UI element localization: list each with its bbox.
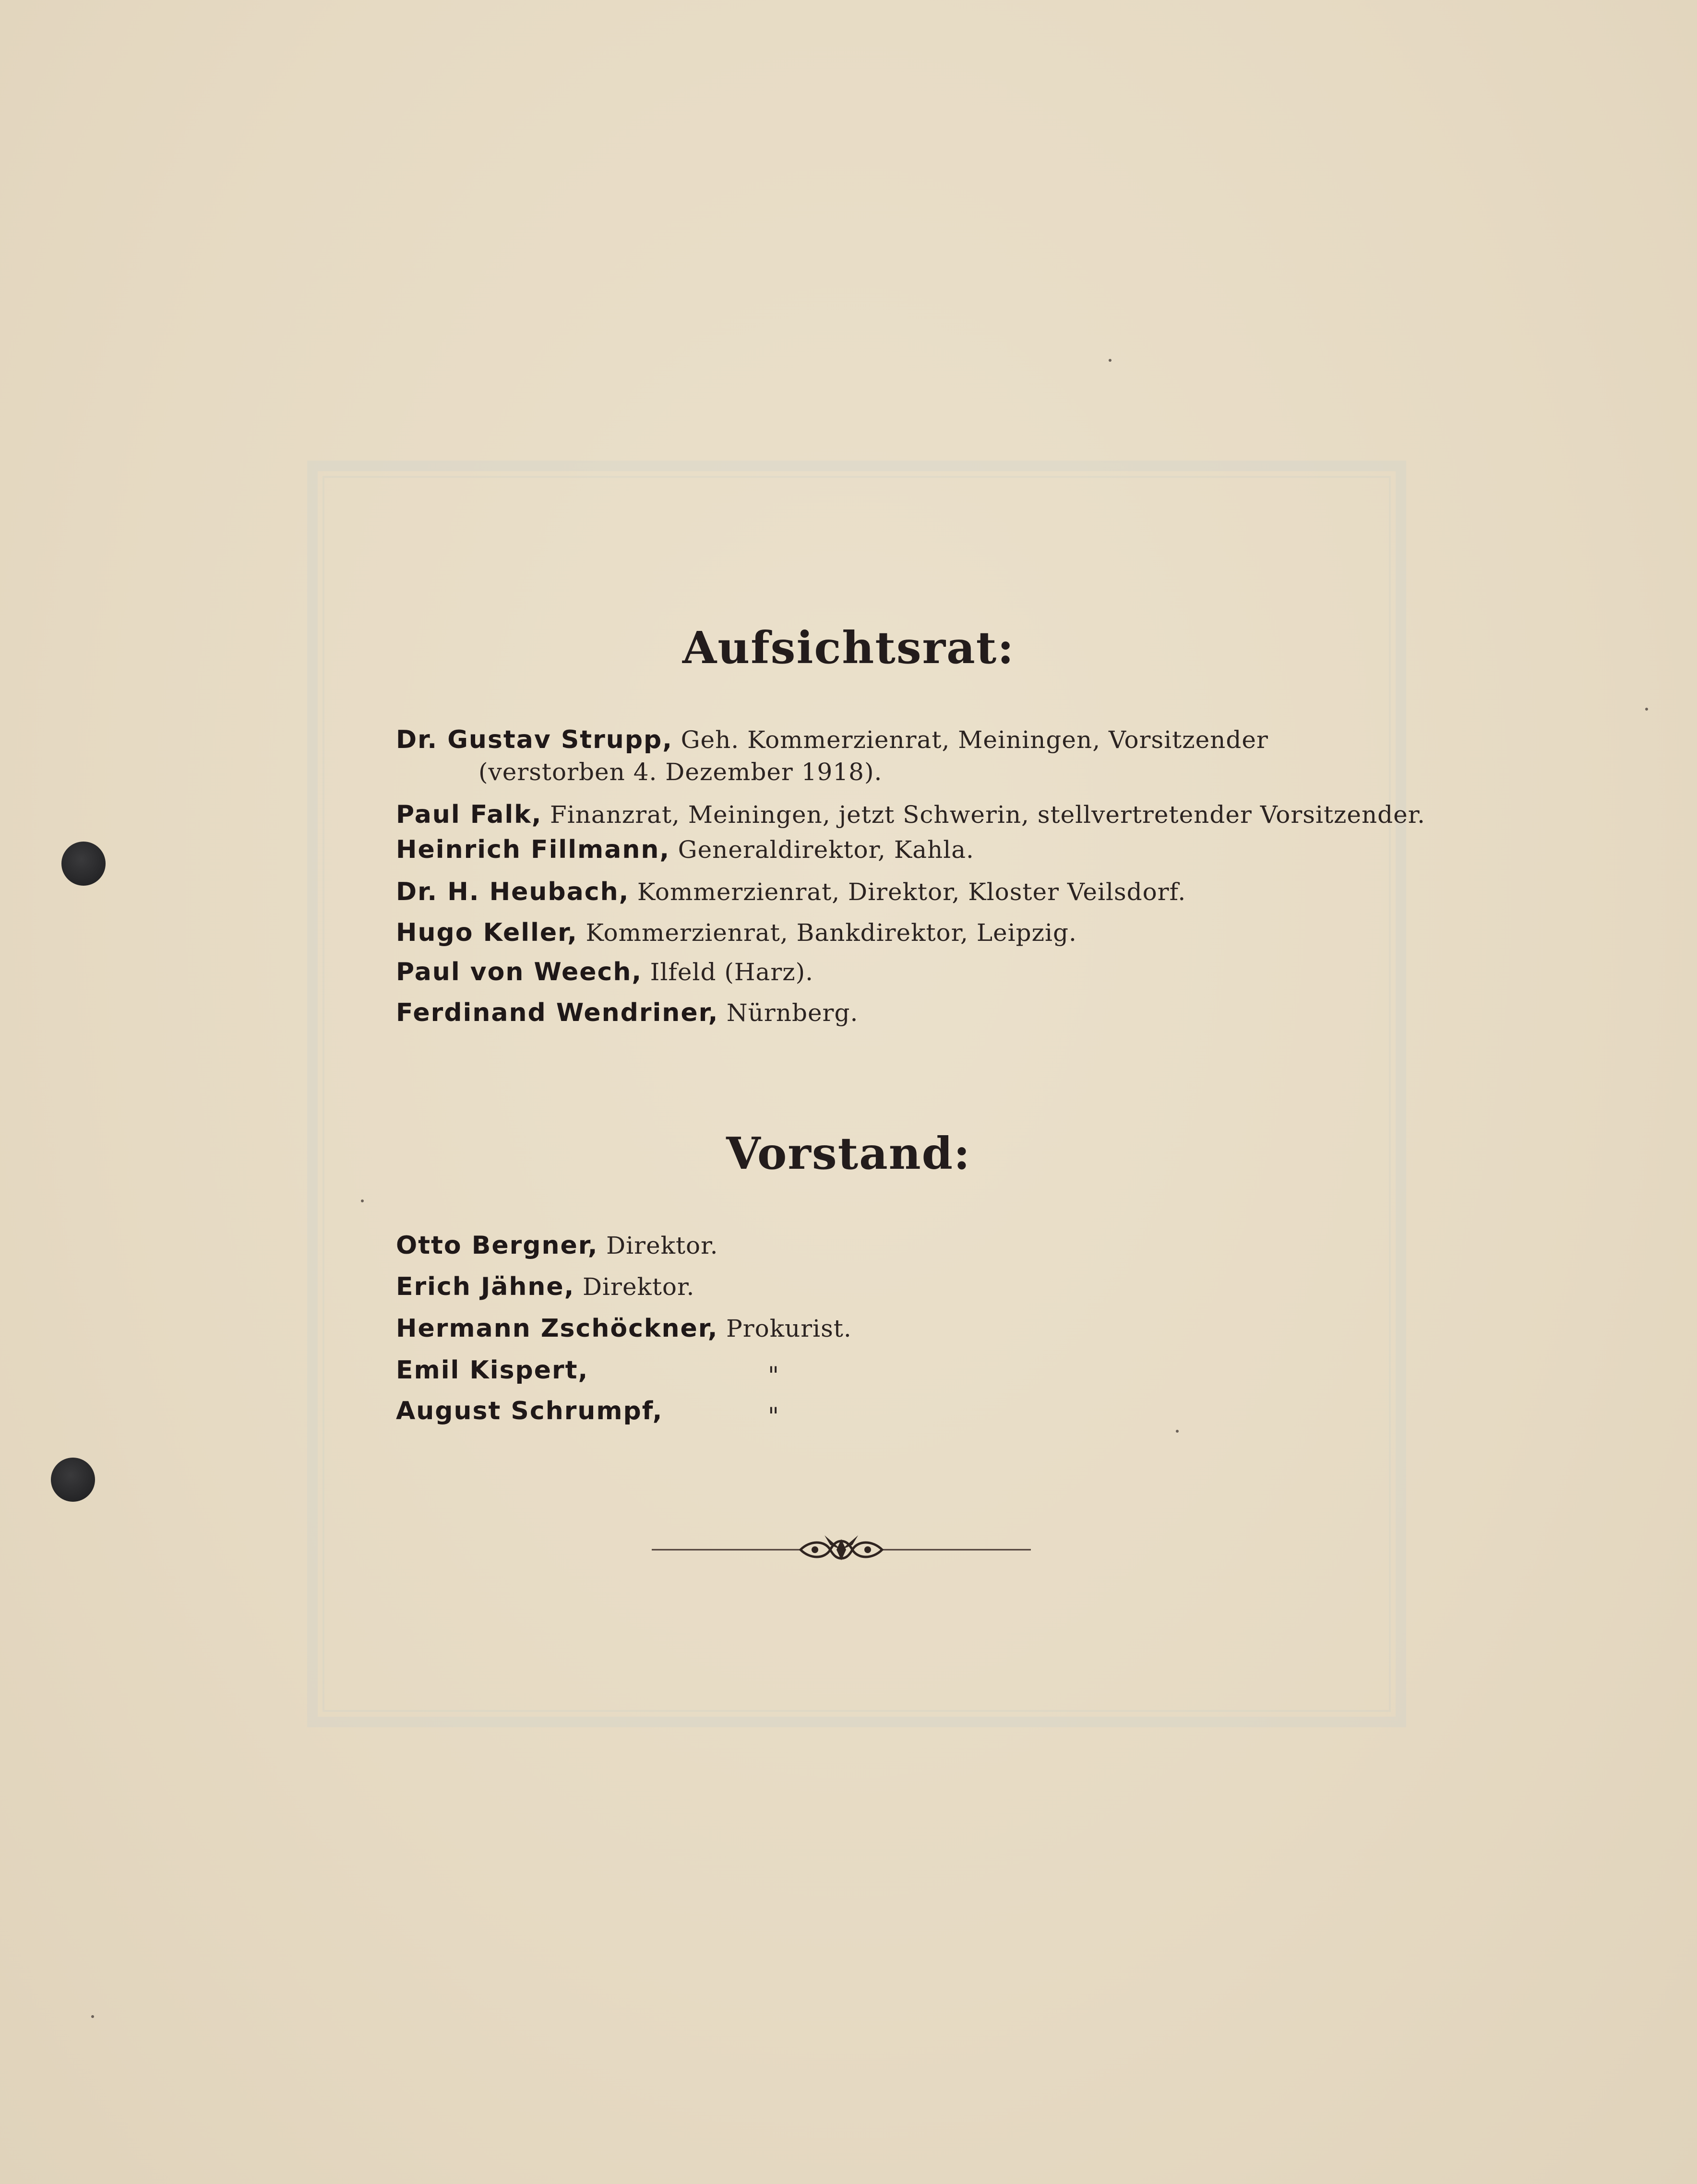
member-description: Geh. Kommerzienrat, Meiningen, Vorsitzender [681,726,1268,754]
member-name: Dr. H. Heubach, [396,878,630,906]
member-description: Kommerzienrat, Bankdirektor, Leipzig. [586,919,1077,947]
member-name: Erich Jähne, [396,1272,575,1301]
member-name: August Schrumpf, [396,1397,663,1425]
member-description: Direktor. [606,1232,718,1259]
management-member-entry [396,1316,852,1341]
member-description: Prokurist. [726,1315,852,1342]
member-description: Generaldirektor, Kahla. [678,836,974,864]
member-name: Hugo Keller, [396,918,578,947]
member-name: Hermann Zschöckner, [396,1314,718,1343]
member-name: Paul von Weech, [396,958,643,986]
member-description: Kommerzienrat, Direktor, Kloster Veilsdorf. [637,878,1186,906]
board-member-entry [396,879,1186,904]
board-member-entry [396,802,1425,827]
management-member-entry [396,1399,663,1424]
board-member-entry [396,920,1077,945]
member-name: Otto Bergner, [396,1231,598,1260]
member-description: Finanzrat, Meiningen, jetzt Schwerin, stellvertretender Vorsitzender. [550,801,1426,829]
paper-speck [1176,1430,1179,1433]
member-name: Heinrich Fillmann, [396,835,670,864]
member-name: Dr. Gustav Strupp, [396,725,673,754]
member-name: Emil Kispert, [396,1356,589,1385]
board-member-entry [396,837,974,862]
punch-hole-icon [61,842,106,886]
management-member-entry [396,1358,588,1383]
ditto-mark: " [768,1402,779,1430]
fleuron-divider-icon [652,1531,1031,1569]
member-description: Nürnberg. [726,999,859,1027]
board-member-entry [396,1000,858,1025]
member-name: Paul Falk, [396,800,542,829]
paper-speck [1109,359,1111,362]
management-member-entry [396,1233,718,1258]
paper-speck [91,2015,94,2018]
member-description: Direktor. [582,1273,695,1301]
paper-speck [361,1199,364,1202]
board-member-entry [396,960,813,985]
punch-hole-icon [51,1458,95,1502]
heading-vorstand: Vorstand: [726,1128,971,1179]
member-name: Ferdinand Wendriner, [396,998,719,1027]
heading-aufsichtsrat: Aufsichtsrat: [682,622,1015,674]
management-member-entry [396,1274,694,1299]
board-member-entry [396,727,1268,752]
ditto-mark: " [768,1362,779,1389]
member-description: Ilfeld (Harz). [650,958,813,986]
member-description-continuation: (verstorben 4. Dezember 1918). [478,758,883,786]
paper-speck [1645,708,1648,711]
